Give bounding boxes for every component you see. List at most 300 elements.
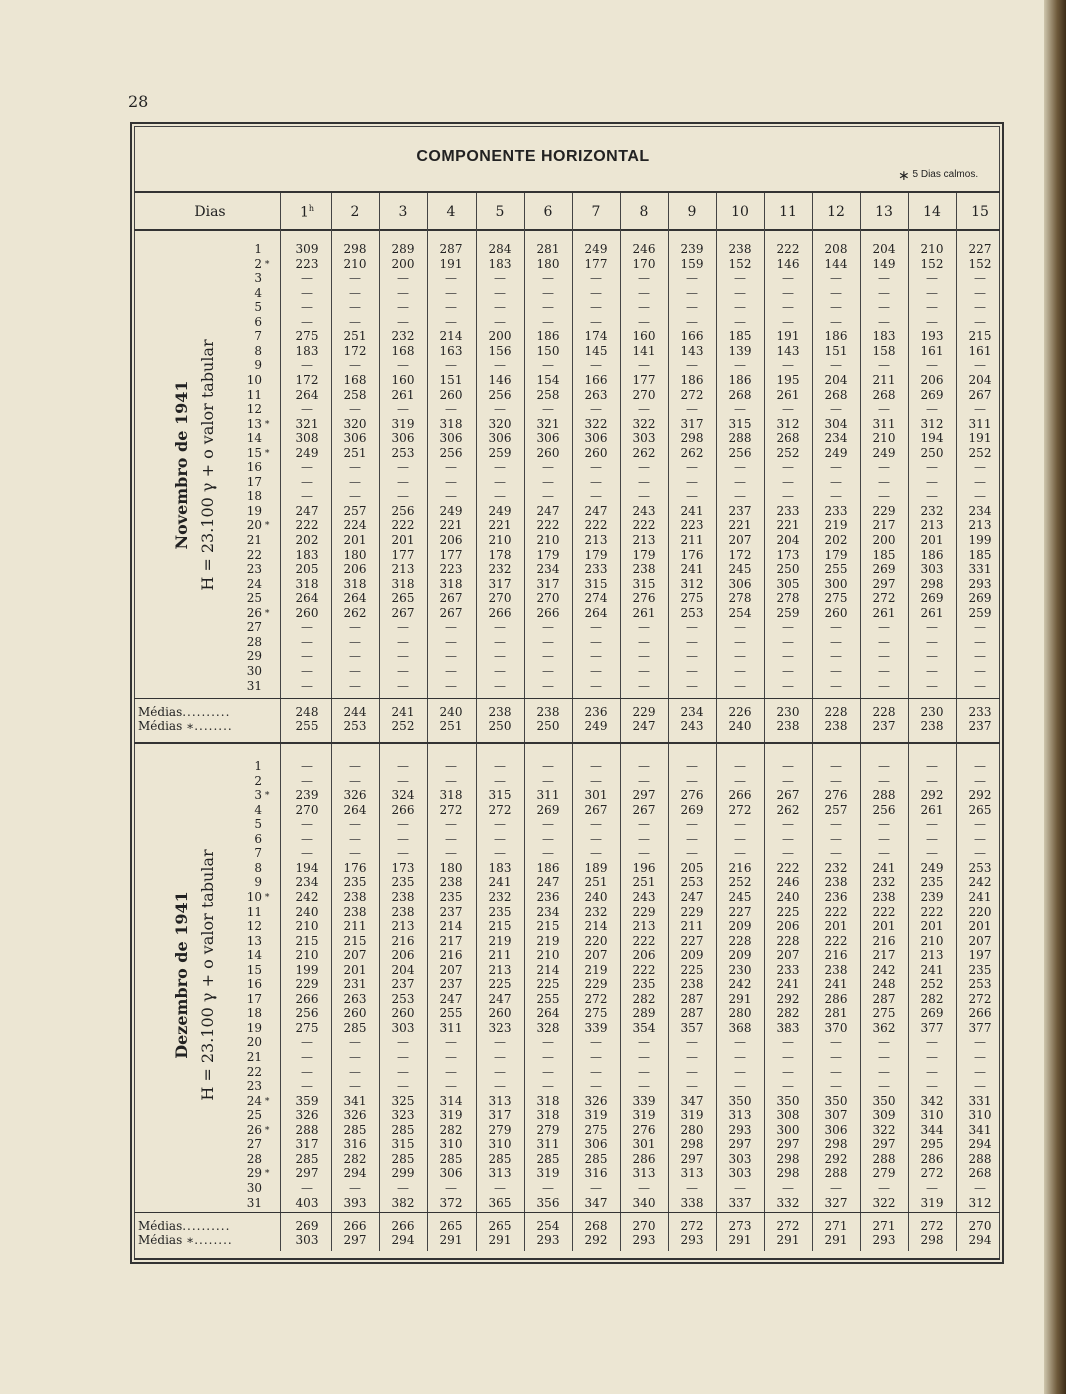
table-cell: 275: [295, 329, 319, 344]
day-number: 3: [254, 271, 262, 286]
table-cell: 211: [488, 948, 512, 963]
empty-cell: —: [782, 620, 794, 635]
empty-cell: —: [974, 1180, 986, 1195]
empty-cell: —: [878, 1064, 890, 1079]
empty-cell: —: [830, 271, 842, 286]
empty-cell: —: [301, 271, 313, 286]
leader-dots: ..........: [182, 1219, 231, 1233]
empty-cell: —: [734, 759, 746, 773]
table-cell: 311: [536, 788, 560, 803]
empty-cell: —: [301, 460, 313, 475]
table-cell: 237: [439, 977, 463, 992]
empty-cell: —: [782, 402, 794, 417]
table-cell: 242: [968, 875, 992, 890]
legend-text: 5 Dias calmos.: [912, 169, 979, 180]
table-cell: 403: [295, 1195, 319, 1210]
table-cell: 313: [488, 1166, 512, 1181]
table-cell: 221: [488, 518, 512, 533]
empty-cell: —: [734, 314, 746, 329]
table-cell: 328: [536, 1020, 560, 1035]
table-cell: 196: [632, 860, 656, 875]
table-cell: 250: [776, 562, 800, 577]
table-cell: 339: [584, 1020, 608, 1035]
empty-cell: —: [974, 1064, 986, 1079]
table-cell: 304: [824, 416, 848, 431]
empty-cell: —: [734, 1180, 746, 1195]
table-cell: 281: [824, 1006, 848, 1021]
table-cell: 207: [584, 948, 608, 963]
table-cell: 209: [680, 948, 704, 963]
table-cell: 315: [584, 576, 608, 591]
table-cell: 238: [728, 242, 752, 256]
empty-cell: —: [782, 831, 794, 846]
empty-cell: —: [926, 474, 938, 489]
table-cell: 249: [920, 860, 944, 875]
empty-cell: —: [686, 460, 698, 475]
empty-cell: —: [590, 1035, 602, 1050]
table-cell: 275: [295, 1020, 319, 1035]
table-cell: 250: [536, 719, 560, 733]
empty-cell: —: [686, 649, 698, 664]
table-cell: 208: [824, 242, 848, 256]
table-cell: 259: [488, 445, 512, 460]
table-cell: 141: [632, 343, 656, 358]
table-cell: 221: [776, 518, 800, 533]
table-cell: 298: [920, 1233, 944, 1247]
empty-cell: —: [542, 1050, 554, 1064]
table-cell: 309: [872, 1108, 896, 1123]
table-cell: 194: [920, 431, 944, 446]
table-cell: 233: [824, 503, 848, 518]
day-number: 5: [254, 300, 262, 315]
table-cell: 160: [632, 329, 656, 344]
table-cell: 323: [488, 1020, 512, 1035]
table-cell: 297: [872, 576, 896, 591]
empty-cell: —: [782, 460, 794, 475]
empty-cell: —: [830, 759, 842, 773]
table-cell: 313: [728, 1108, 752, 1123]
table-cell: 281: [536, 242, 560, 256]
table-cell: 260: [391, 1006, 415, 1021]
table-cell: 292: [824, 1151, 848, 1166]
empty-cell: —: [686, 831, 698, 846]
day-number: 19: [246, 1020, 262, 1035]
day-number: 31: [246, 1195, 262, 1210]
table-cell: 269: [920, 1006, 944, 1021]
medias-text: Médias: [138, 1233, 183, 1247]
empty-cell: —: [494, 678, 506, 693]
day-number: 7: [254, 846, 262, 861]
table-cell: 243: [632, 503, 656, 518]
table-cell: 276: [632, 591, 656, 606]
table-cell: 207: [343, 948, 367, 963]
empty-cell: —: [638, 1079, 650, 1094]
table-cell: 260: [295, 605, 319, 620]
table-cell: 252: [776, 445, 800, 460]
table-cell: 294: [968, 1233, 992, 1247]
empty-cell: —: [974, 649, 986, 664]
empty-cell: —: [590, 300, 602, 315]
table-cell: 249: [488, 503, 512, 518]
empty-cell: —: [734, 358, 746, 373]
table-cell: 254: [728, 605, 752, 620]
table-cell: 191: [776, 329, 800, 344]
dias-header: Dias: [194, 204, 226, 220]
empty-cell: —: [830, 489, 842, 504]
table-cell: 255: [439, 1006, 463, 1021]
table-cell: 253: [680, 605, 704, 620]
table-cell: 272: [488, 802, 512, 817]
empty-cell: —: [590, 831, 602, 846]
empty-cell: —: [349, 489, 361, 504]
table-cell: 250: [488, 719, 512, 733]
table-cell: 213: [584, 533, 608, 547]
empty-cell: —: [782, 358, 794, 373]
day-number: 28: [246, 1151, 262, 1166]
empty-cell: —: [397, 1050, 409, 1064]
table-cell: 276: [824, 788, 848, 803]
table-cell: 222: [391, 518, 415, 533]
table-cell: 256: [295, 1006, 319, 1021]
empty-cell: —: [878, 620, 890, 635]
table-cell: 222: [632, 933, 656, 948]
empty-cell: —: [590, 1064, 602, 1079]
table-cell: 210: [920, 242, 944, 256]
empty-cell: —: [494, 314, 506, 329]
table-cell: 308: [295, 431, 319, 446]
empty-cell: —: [445, 1180, 457, 1195]
table-cell: 269: [920, 591, 944, 606]
table-cell: 213: [920, 518, 944, 533]
empty-cell: —: [494, 1064, 506, 1079]
table-row: [0, 329, 1066, 343]
table-cell: 232: [488, 562, 512, 577]
empty-cell: —: [542, 474, 554, 489]
table-cell: 235: [439, 889, 463, 904]
empty-cell: —: [542, 649, 554, 664]
column-header-label: 2: [350, 204, 360, 220]
table-cell: 347: [584, 1195, 608, 1210]
table-cell: 246: [632, 242, 656, 256]
table-cell: 350: [872, 1093, 896, 1108]
empty-cell: —: [926, 460, 938, 475]
table-cell: 240: [728, 719, 752, 733]
table-cell: 274: [584, 591, 608, 606]
table-cell: 213: [488, 962, 512, 977]
table-cell: 318: [536, 1108, 560, 1123]
table-cell: 235: [488, 904, 512, 919]
empty-cell: —: [445, 663, 457, 678]
table-cell: 284: [488, 242, 512, 256]
table-cell: 233: [584, 562, 608, 577]
table-cell: 297: [776, 1137, 800, 1152]
table-cell: 215: [488, 919, 512, 934]
table-cell: 267: [584, 802, 608, 817]
table-row: [0, 286, 1066, 300]
empty-cell: —: [301, 817, 313, 832]
empty-cell: —: [974, 474, 986, 489]
table-cell: 228: [728, 933, 752, 948]
empty-cell: —: [926, 846, 938, 861]
table-cell: 309: [295, 242, 319, 256]
table-cell: 225: [488, 977, 512, 992]
calm-day-marker: ∗: [264, 417, 271, 428]
table-cell: 273: [728, 1219, 752, 1233]
table-cell: 276: [680, 788, 704, 803]
page-number: 28: [128, 92, 149, 111]
day-number: 11: [246, 904, 262, 919]
empty-cell: —: [926, 773, 938, 788]
table-cell: 238: [824, 875, 848, 890]
empty-cell: —: [926, 489, 938, 504]
empty-cell: —: [590, 1079, 602, 1094]
calm-day-marker: ∗: [264, 606, 271, 617]
table-cell: 249: [584, 719, 608, 733]
column-header-label: 8: [639, 204, 649, 220]
table-cell: 322: [872, 1195, 896, 1210]
table-cell: 213: [632, 919, 656, 934]
table-cell: 256: [439, 445, 463, 460]
table-cell: 234: [536, 562, 560, 577]
table-cell: 233: [968, 705, 992, 719]
empty-cell: —: [974, 634, 986, 649]
table-row: [0, 759, 1066, 773]
empty-cell: —: [686, 634, 698, 649]
table-cell: 146: [776, 256, 800, 271]
empty-cell: —: [301, 1064, 313, 1079]
table-row: [0, 402, 1066, 416]
empty-cell: —: [494, 1035, 506, 1050]
table-cell: 236: [584, 705, 608, 719]
table-cell: 268: [728, 387, 752, 402]
empty-cell: —: [878, 634, 890, 649]
empty-cell: —: [542, 314, 554, 329]
empty-cell: —: [830, 300, 842, 315]
table-cell: 239: [295, 788, 319, 803]
empty-cell: —: [686, 1035, 698, 1050]
empty-cell: —: [638, 402, 650, 417]
table-cell: 179: [584, 547, 608, 562]
table-cell: 185: [728, 329, 752, 344]
column-header-label: 6: [543, 204, 553, 220]
empty-cell: —: [830, 817, 842, 832]
table-cell: 318: [391, 576, 415, 591]
table-cell: 200: [488, 329, 512, 344]
empty-cell: —: [301, 831, 313, 846]
empty-cell: —: [974, 846, 986, 861]
table-cell: 288: [824, 1166, 848, 1181]
table-cell: 207: [728, 533, 752, 547]
empty-cell: —: [974, 759, 986, 773]
empty-cell: —: [878, 489, 890, 504]
table-cell: 251: [584, 875, 608, 890]
table-cell: 272: [776, 1219, 800, 1233]
section-rule: [134, 698, 1000, 699]
day-number: 2: [254, 256, 262, 271]
empty-cell: —: [686, 678, 698, 693]
empty-cell: —: [734, 846, 746, 861]
medias-calm-row: [0, 1233, 1066, 1247]
empty-cell: —: [349, 817, 361, 832]
empty-cell: —: [830, 634, 842, 649]
empty-cell: —: [830, 402, 842, 417]
day-number: 24: [246, 576, 262, 591]
leader-dots: ..........: [182, 705, 231, 719]
day-number: 6: [254, 831, 262, 846]
table-cell: 201: [824, 919, 848, 934]
table-cell: 354: [632, 1020, 656, 1035]
empty-cell: —: [830, 314, 842, 329]
table-cell: 280: [728, 1006, 752, 1021]
empty-cell: —: [301, 1079, 313, 1094]
table-cell: 214: [536, 962, 560, 977]
table-cell: 265: [391, 591, 415, 606]
empty-cell: —: [590, 620, 602, 635]
empty-cell: —: [734, 663, 746, 678]
table-cell: 326: [343, 1108, 367, 1123]
table-cell: 177: [439, 547, 463, 562]
table-cell: 222: [872, 904, 896, 919]
table-cell: 235: [343, 875, 367, 890]
calm-day-marker: ∗: [264, 1094, 271, 1105]
table-cell: 179: [824, 547, 848, 562]
empty-cell: —: [445, 402, 457, 417]
day-number: 13: [246, 416, 262, 431]
table-row: [0, 905, 1066, 919]
table-cell: 195: [776, 372, 800, 387]
table-cell: 294: [391, 1233, 415, 1247]
empty-cell: —: [445, 817, 457, 832]
table-cell: 229: [632, 705, 656, 719]
table-cell: 261: [391, 387, 415, 402]
table-row: [0, 679, 1066, 693]
empty-cell: —: [782, 1035, 794, 1050]
empty-cell: —: [590, 759, 602, 773]
table-cell: 207: [968, 933, 992, 948]
table-cell: 260: [488, 1006, 512, 1021]
table-cell: 377: [968, 1020, 992, 1035]
table-row: [0, 300, 1066, 314]
table-cell: 264: [343, 802, 367, 817]
empty-cell: —: [878, 271, 890, 286]
table-cell: 331: [968, 562, 992, 577]
empty-cell: —: [542, 663, 554, 678]
table-cell: 222: [632, 518, 656, 533]
empty-cell: —: [542, 489, 554, 504]
day-number: 24: [246, 1093, 262, 1108]
table-cell: 258: [536, 387, 560, 402]
empty-cell: —: [638, 1180, 650, 1195]
empty-cell: —: [349, 634, 361, 649]
table-cell: 193: [920, 329, 944, 344]
table-cell: 285: [584, 1151, 608, 1166]
table-cell: 166: [584, 372, 608, 387]
empty-cell: —: [974, 1050, 986, 1064]
table-cell: 176: [680, 547, 704, 562]
empty-cell: —: [878, 300, 890, 315]
table-cell: 272: [968, 991, 992, 1006]
table-cell: 158: [872, 343, 896, 358]
day-number: 20: [246, 518, 262, 533]
table-cell: 279: [488, 1122, 512, 1137]
table-cell: 261: [776, 387, 800, 402]
table-cell: 150: [536, 343, 560, 358]
table-cell: 287: [439, 242, 463, 256]
table-cell: 241: [680, 503, 704, 518]
empty-cell: —: [397, 773, 409, 788]
table-cell: 303: [728, 1166, 752, 1181]
empty-cell: —: [878, 358, 890, 373]
empty-cell: —: [445, 460, 457, 475]
column-header-5: [476, 204, 524, 220]
table-cell: 262: [343, 605, 367, 620]
empty-cell: —: [590, 271, 602, 286]
table-cell: 331: [968, 1093, 992, 1108]
day-number: 27: [246, 1137, 262, 1152]
table-cell: 248: [295, 705, 319, 719]
table-cell: 215: [343, 933, 367, 948]
month-name: Novembro de 1941: [172, 380, 191, 550]
table-cell: 252: [728, 875, 752, 890]
table-cell: 189: [584, 860, 608, 875]
table-cell: 319: [536, 1166, 560, 1181]
table-title: COMPONENTE HORIZONTAL: [416, 148, 650, 165]
day-number: 10: [246, 372, 262, 387]
empty-cell: —: [349, 759, 361, 773]
table-row: [0, 417, 1066, 431]
day-number: 26: [246, 605, 262, 620]
empty-cell: —: [397, 460, 409, 475]
table-cell: 222: [295, 518, 319, 533]
empty-cell: —: [926, 678, 938, 693]
month-name: Dezembro de 1941: [172, 891, 191, 1059]
table-cell: 315: [488, 788, 512, 803]
day-number: 20: [246, 1035, 262, 1050]
empty-cell: —: [926, 285, 938, 300]
empty-cell: —: [542, 831, 554, 846]
empty-cell: —: [686, 271, 698, 286]
table-cell: 210: [920, 933, 944, 948]
table-row: [0, 664, 1066, 678]
empty-cell: —: [494, 634, 506, 649]
table-cell: 237: [391, 977, 415, 992]
table-cell: 317: [488, 576, 512, 591]
column-header-9: [668, 204, 716, 220]
table-cell: 214: [584, 919, 608, 934]
day-number: 22: [246, 547, 262, 562]
table-cell: 383: [776, 1020, 800, 1035]
table-cell: 210: [295, 948, 319, 963]
table-cell: 282: [920, 991, 944, 1006]
table-cell: 178: [488, 547, 512, 562]
empty-cell: —: [397, 678, 409, 693]
table-cell: 261: [872, 605, 896, 620]
empty-cell: —: [542, 1035, 554, 1050]
empty-cell: —: [734, 489, 746, 504]
table-row: [0, 875, 1066, 889]
table-row: [0, 774, 1066, 788]
empty-cell: —: [301, 759, 313, 773]
empty-cell: —: [686, 773, 698, 788]
empty-cell: —: [686, 1180, 698, 1195]
day-number: 23: [246, 562, 262, 577]
table-cell: 269: [872, 562, 896, 577]
table-cell: 202: [824, 533, 848, 547]
column-header-1: [283, 204, 331, 221]
empty-cell: —: [782, 634, 794, 649]
day-number: 2: [254, 773, 262, 788]
table-cell: 229: [872, 503, 896, 518]
